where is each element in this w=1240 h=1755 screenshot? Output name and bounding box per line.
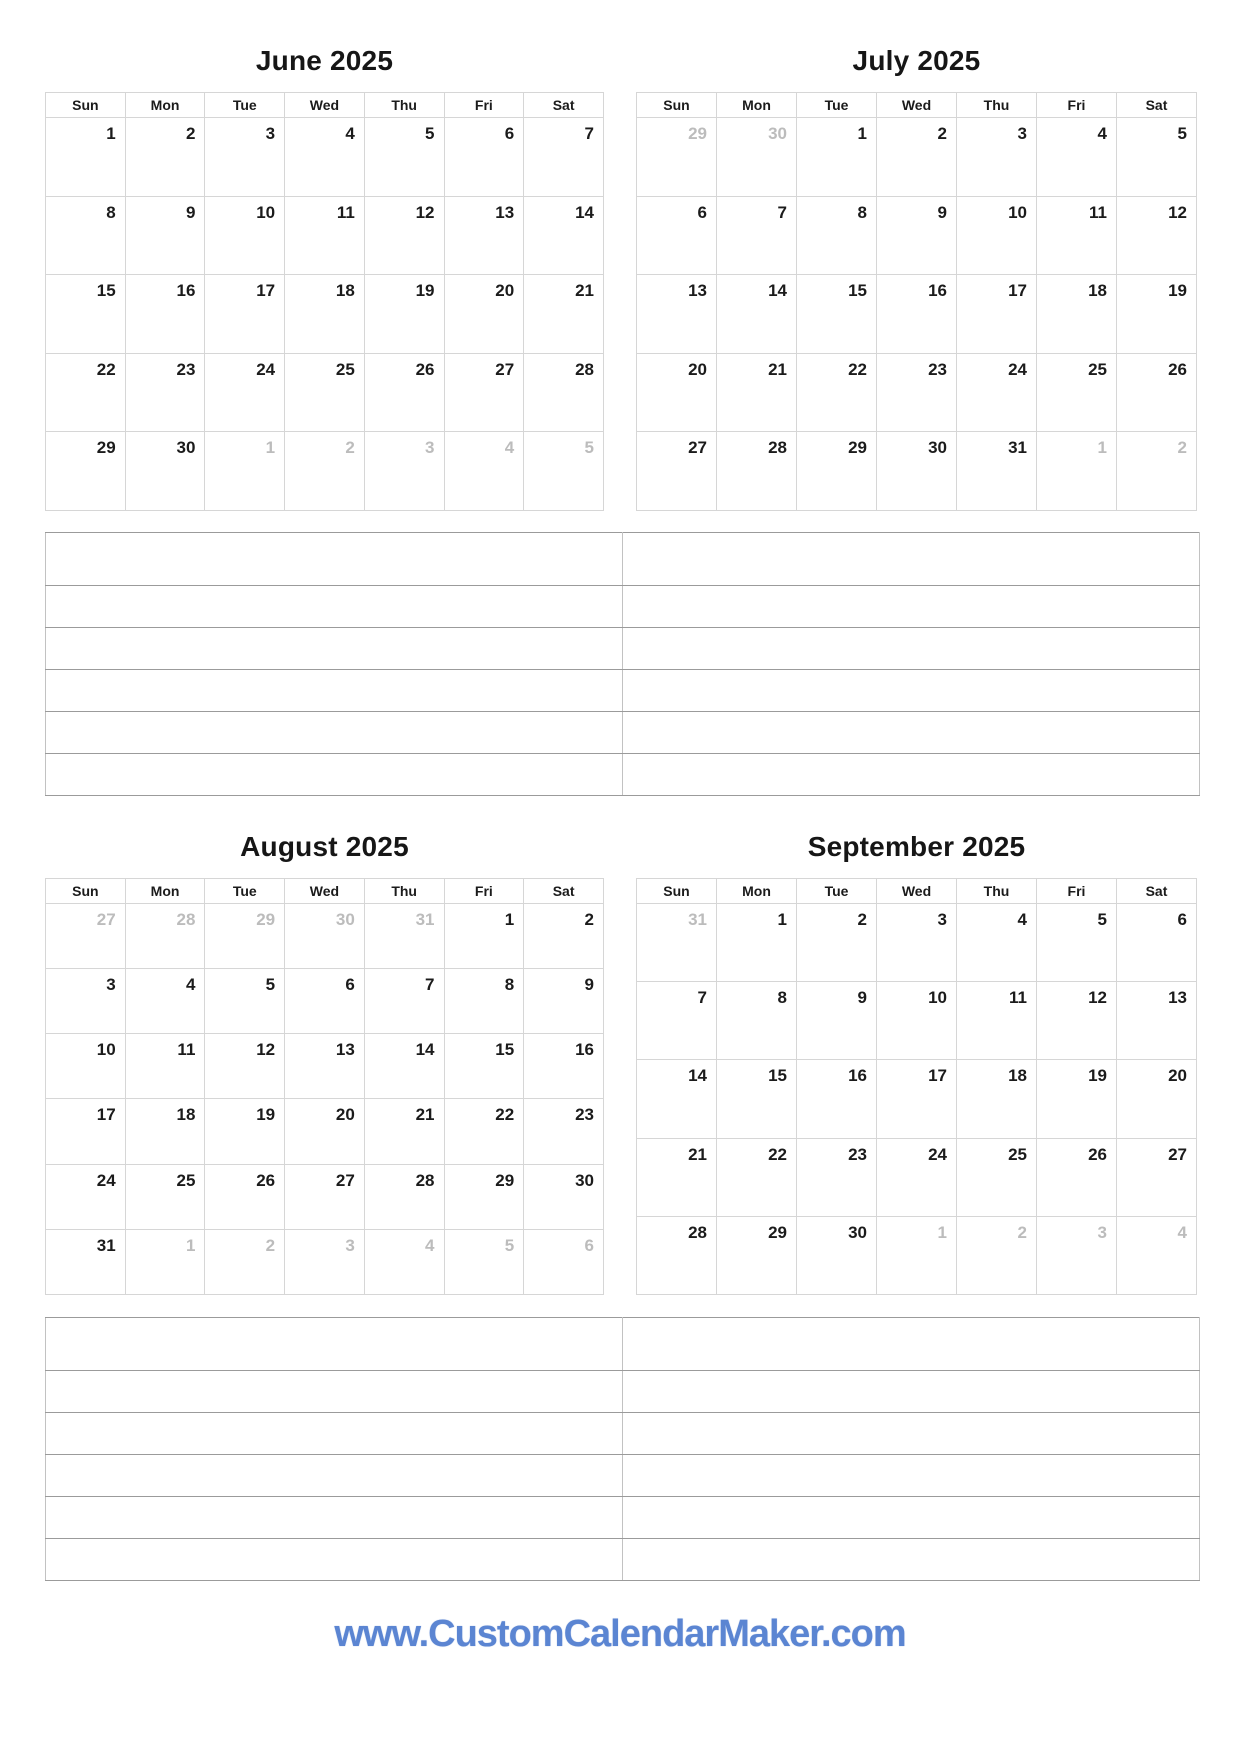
date-cell-adjacent-month: 28 xyxy=(125,904,205,969)
day-header-mon: Mon xyxy=(125,879,205,904)
date-cell: 12 xyxy=(205,1034,285,1099)
date-cell: 4 xyxy=(1037,118,1117,197)
date-cell: 7 xyxy=(524,118,604,197)
date-cell: 8 xyxy=(46,196,126,275)
date-cell: 28 xyxy=(364,1164,444,1229)
date-cell: 7 xyxy=(717,196,797,275)
date-cell: 28 xyxy=(637,1216,717,1294)
date-cell: 11 xyxy=(957,982,1037,1060)
month-title: August 2025 xyxy=(240,831,409,862)
notes-row xyxy=(46,533,1200,586)
week-row xyxy=(46,1164,604,1229)
date-cell: 10 xyxy=(205,196,285,275)
date-cell: 20 xyxy=(1117,1060,1197,1138)
date-cell-adjacent-month: 2 xyxy=(1117,432,1197,511)
notes-row xyxy=(46,1455,1200,1497)
date-cell-adjacent-month: 5 xyxy=(444,1229,524,1294)
date-cell: 25 xyxy=(285,353,365,432)
date-cell-adjacent-month: 30 xyxy=(717,118,797,197)
date-cell: 19 xyxy=(1117,275,1197,354)
date-cell: 29 xyxy=(797,432,877,511)
date-cell: 2 xyxy=(877,118,957,197)
week-row xyxy=(46,275,604,354)
date-cell-adjacent-month: 1 xyxy=(877,1216,957,1294)
date-cell: 5 xyxy=(364,118,444,197)
date-cell: 1 xyxy=(717,904,797,982)
day-header-fri: Fri xyxy=(1037,93,1117,118)
date-cell: 9 xyxy=(797,982,877,1060)
date-cell: 21 xyxy=(717,353,797,432)
date-cell-adjacent-month: 4 xyxy=(364,1229,444,1294)
date-cell: 9 xyxy=(877,196,957,275)
week-row xyxy=(637,353,1197,432)
notes-row xyxy=(46,754,1200,796)
month-title: September 2025 xyxy=(807,831,1026,862)
day-header-wed: Wed xyxy=(877,879,957,904)
week-row xyxy=(637,275,1197,354)
date-cell: 17 xyxy=(205,275,285,354)
date-cell: 3 xyxy=(957,118,1037,197)
day-header-tue: Tue xyxy=(797,93,877,118)
day-header-mon: Mon xyxy=(125,93,205,118)
date-cell-adjacent-month: 1 xyxy=(1037,432,1117,511)
notes-row xyxy=(46,670,1200,712)
day-header-wed: Wed xyxy=(877,93,957,118)
notes-cell xyxy=(46,670,623,712)
day-header-sat: Sat xyxy=(1117,879,1197,904)
day-header-row xyxy=(46,879,604,904)
calendar-august-2025 xyxy=(45,831,604,1295)
date-cell: 4 xyxy=(285,118,365,197)
day-header-thu: Thu xyxy=(364,93,444,118)
date-cell: 28 xyxy=(717,432,797,511)
date-cell: 22 xyxy=(444,1099,524,1164)
date-cell: 24 xyxy=(205,353,285,432)
date-cell-adjacent-month: 27 xyxy=(46,904,126,969)
day-header-thu: Thu xyxy=(957,93,1037,118)
date-cell: 27 xyxy=(637,432,717,511)
date-cell: 2 xyxy=(524,904,604,969)
watermark-url: www.CustomCalendarMaker.com xyxy=(334,1613,906,1655)
notes-cell xyxy=(46,712,623,754)
date-cell: 21 xyxy=(637,1138,717,1216)
date-cell: 4 xyxy=(125,969,205,1034)
date-cell: 16 xyxy=(797,1060,877,1138)
date-cell-adjacent-month: 31 xyxy=(637,904,717,982)
week-row xyxy=(46,432,604,511)
day-header-sun: Sun xyxy=(46,93,126,118)
week-row xyxy=(46,1099,604,1164)
date-cell: 13 xyxy=(444,196,524,275)
notes-section-bottom xyxy=(45,1317,1200,1574)
notes-cell xyxy=(623,1371,1200,1413)
date-cell: 13 xyxy=(285,1034,365,1099)
date-cell-adjacent-month: 3 xyxy=(285,1229,365,1294)
week-row xyxy=(637,118,1197,197)
week-row xyxy=(46,118,604,197)
date-cell: 29 xyxy=(46,432,126,511)
date-cell: 25 xyxy=(1037,353,1117,432)
notes-cell xyxy=(46,754,623,796)
notes-cell xyxy=(46,533,623,586)
date-cell: 14 xyxy=(524,196,604,275)
notes-cell xyxy=(623,712,1200,754)
notes-row xyxy=(46,1413,1200,1455)
date-cell-adjacent-month: 1 xyxy=(205,432,285,511)
date-cell: 27 xyxy=(285,1164,365,1229)
calendar-july-2025 xyxy=(636,45,1197,511)
date-cell: 17 xyxy=(46,1099,126,1164)
date-cell: 6 xyxy=(637,196,717,275)
date-cell: 3 xyxy=(877,904,957,982)
date-cell: 26 xyxy=(1117,353,1197,432)
date-cell: 15 xyxy=(444,1034,524,1099)
date-cell: 14 xyxy=(364,1034,444,1099)
notes-row xyxy=(46,1371,1200,1413)
week-row xyxy=(46,196,604,275)
day-header-thu: Thu xyxy=(364,879,444,904)
notes-cell xyxy=(46,1539,623,1581)
date-cell: 11 xyxy=(1037,196,1117,275)
day-header-row xyxy=(46,93,604,118)
date-cell: 10 xyxy=(877,982,957,1060)
month-title: June 2025 xyxy=(255,45,394,76)
date-cell: 22 xyxy=(797,353,877,432)
date-cell: 19 xyxy=(364,275,444,354)
date-cell: 25 xyxy=(125,1164,205,1229)
notes-cell xyxy=(623,628,1200,670)
day-header-mon: Mon xyxy=(717,879,797,904)
day-header-row xyxy=(637,93,1197,118)
date-cell: 15 xyxy=(46,275,126,354)
month-grid xyxy=(636,92,1197,511)
notes-cell xyxy=(46,1497,623,1539)
date-cell-adjacent-month: 3 xyxy=(364,432,444,511)
date-cell: 22 xyxy=(46,353,126,432)
date-cell-adjacent-month: 31 xyxy=(364,904,444,969)
notes-cell xyxy=(46,1413,623,1455)
month-grid xyxy=(636,878,1197,1295)
notes-row xyxy=(46,1497,1200,1539)
date-cell: 12 xyxy=(1037,982,1117,1060)
date-cell-adjacent-month: 5 xyxy=(524,432,604,511)
date-cell: 13 xyxy=(1117,982,1197,1060)
date-cell-adjacent-month: 30 xyxy=(285,904,365,969)
date-cell: 29 xyxy=(444,1164,524,1229)
date-cell: 30 xyxy=(877,432,957,511)
date-cell: 3 xyxy=(46,969,126,1034)
date-cell: 5 xyxy=(1117,118,1197,197)
notes-cell xyxy=(46,1455,623,1497)
week-row xyxy=(637,432,1197,511)
notes-cell xyxy=(623,1455,1200,1497)
notes-cell xyxy=(46,586,623,628)
date-cell: 6 xyxy=(285,969,365,1034)
date-cell-adjacent-month: 2 xyxy=(285,432,365,511)
day-header-fri: Fri xyxy=(444,879,524,904)
date-cell: 14 xyxy=(637,1060,717,1138)
date-cell: 5 xyxy=(1037,904,1117,982)
day-header-sun: Sun xyxy=(46,879,126,904)
day-header-wed: Wed xyxy=(285,93,365,118)
notes-cell xyxy=(623,1497,1200,1539)
week-row xyxy=(46,904,604,969)
date-cell: 19 xyxy=(1037,1060,1117,1138)
week-row xyxy=(637,1060,1197,1138)
date-cell-adjacent-month: 29 xyxy=(205,904,285,969)
notes-row xyxy=(46,1539,1200,1581)
date-cell: 31 xyxy=(46,1229,126,1294)
month-grid xyxy=(45,878,604,1295)
date-cell-adjacent-month: 2 xyxy=(957,1216,1037,1294)
date-cell: 6 xyxy=(1117,904,1197,982)
date-cell: 8 xyxy=(444,969,524,1034)
date-cell: 31 xyxy=(957,432,1037,511)
calendar-june-2025 xyxy=(45,45,604,511)
month-grid xyxy=(45,92,604,511)
day-header-sat: Sat xyxy=(1117,93,1197,118)
date-cell: 17 xyxy=(957,275,1037,354)
date-cell: 6 xyxy=(444,118,524,197)
week-row xyxy=(46,969,604,1034)
notes-cell xyxy=(623,1539,1200,1581)
week-row xyxy=(637,1138,1197,1216)
date-cell: 15 xyxy=(797,275,877,354)
date-cell-adjacent-month: 6 xyxy=(524,1229,604,1294)
date-cell: 26 xyxy=(364,353,444,432)
date-cell: 28 xyxy=(524,353,604,432)
date-cell: 22 xyxy=(717,1138,797,1216)
notes-row xyxy=(46,586,1200,628)
date-cell: 18 xyxy=(125,1099,205,1164)
day-header-fri: Fri xyxy=(444,93,524,118)
date-cell: 8 xyxy=(797,196,877,275)
date-cell: 10 xyxy=(957,196,1037,275)
date-cell: 23 xyxy=(524,1099,604,1164)
notes-cell xyxy=(623,1318,1200,1371)
month-title: July 2025 xyxy=(852,45,981,76)
notes-cell xyxy=(623,533,1200,586)
date-cell: 27 xyxy=(444,353,524,432)
date-cell: 2 xyxy=(797,904,877,982)
date-cell: 16 xyxy=(877,275,957,354)
notes-cell xyxy=(46,1371,623,1413)
date-cell: 26 xyxy=(1037,1138,1117,1216)
date-cell: 4 xyxy=(957,904,1037,982)
date-cell: 9 xyxy=(125,196,205,275)
day-header-mon: Mon xyxy=(717,93,797,118)
date-cell: 15 xyxy=(717,1060,797,1138)
date-cell: 27 xyxy=(1117,1138,1197,1216)
notes-grid xyxy=(45,1317,1200,1581)
week-row xyxy=(46,353,604,432)
day-header-tue: Tue xyxy=(205,93,285,118)
date-cell: 19 xyxy=(205,1099,285,1164)
notes-grid xyxy=(45,532,1200,796)
date-cell: 24 xyxy=(46,1164,126,1229)
notes-row xyxy=(46,628,1200,670)
date-cell: 26 xyxy=(205,1164,285,1229)
date-cell: 18 xyxy=(1037,275,1117,354)
date-cell: 23 xyxy=(797,1138,877,1216)
date-cell: 1 xyxy=(444,904,524,969)
date-cell: 10 xyxy=(46,1034,126,1099)
day-header-sat: Sat xyxy=(524,93,604,118)
date-cell: 16 xyxy=(125,275,205,354)
date-cell: 30 xyxy=(125,432,205,511)
date-cell: 23 xyxy=(877,353,957,432)
date-cell: 20 xyxy=(444,275,524,354)
date-cell-adjacent-month: 1 xyxy=(125,1229,205,1294)
date-cell: 24 xyxy=(957,353,1037,432)
date-cell: 7 xyxy=(637,982,717,1060)
date-cell: 2 xyxy=(125,118,205,197)
calendar-september-2025 xyxy=(636,831,1197,1295)
date-cell: 18 xyxy=(285,275,365,354)
date-cell: 12 xyxy=(1117,196,1197,275)
date-cell-adjacent-month: 29 xyxy=(637,118,717,197)
date-cell: 30 xyxy=(524,1164,604,1229)
notes-cell xyxy=(623,670,1200,712)
date-cell: 17 xyxy=(877,1060,957,1138)
day-header-thu: Thu xyxy=(957,879,1037,904)
date-cell: 5 xyxy=(205,969,285,1034)
date-cell: 30 xyxy=(797,1216,877,1294)
week-row xyxy=(637,904,1197,982)
day-header-row xyxy=(637,879,1197,904)
date-cell: 7 xyxy=(364,969,444,1034)
day-header-tue: Tue xyxy=(797,879,877,904)
week-row xyxy=(637,1216,1197,1294)
date-cell: 21 xyxy=(364,1099,444,1164)
date-cell: 18 xyxy=(957,1060,1037,1138)
date-cell: 20 xyxy=(285,1099,365,1164)
date-cell-adjacent-month: 2 xyxy=(205,1229,285,1294)
date-cell: 29 xyxy=(717,1216,797,1294)
week-row xyxy=(46,1229,604,1294)
notes-cell xyxy=(623,586,1200,628)
notes-cell xyxy=(623,1413,1200,1455)
notes-section-top xyxy=(45,532,1200,789)
week-row xyxy=(46,1034,604,1099)
date-cell: 9 xyxy=(524,969,604,1034)
date-cell: 23 xyxy=(125,353,205,432)
day-header-sun: Sun xyxy=(637,879,717,904)
day-header-wed: Wed xyxy=(285,879,365,904)
week-row xyxy=(637,982,1197,1060)
date-cell: 11 xyxy=(285,196,365,275)
date-cell: 11 xyxy=(125,1034,205,1099)
date-cell: 24 xyxy=(877,1138,957,1216)
date-cell: 1 xyxy=(797,118,877,197)
notes-row xyxy=(46,1318,1200,1371)
day-header-sat: Sat xyxy=(524,879,604,904)
notes-row xyxy=(46,712,1200,754)
date-cell: 1 xyxy=(46,118,126,197)
day-header-tue: Tue xyxy=(205,879,285,904)
day-header-sun: Sun xyxy=(637,93,717,118)
week-row xyxy=(637,196,1197,275)
notes-cell xyxy=(46,628,623,670)
notes-cell xyxy=(623,754,1200,796)
date-cell-adjacent-month: 3 xyxy=(1037,1216,1117,1294)
date-cell: 12 xyxy=(364,196,444,275)
date-cell-adjacent-month: 4 xyxy=(1117,1216,1197,1294)
notes-cell xyxy=(46,1318,623,1371)
date-cell-adjacent-month: 4 xyxy=(444,432,524,511)
date-cell: 14 xyxy=(717,275,797,354)
date-cell: 13 xyxy=(637,275,717,354)
date-cell: 3 xyxy=(205,118,285,197)
date-cell: 16 xyxy=(524,1034,604,1099)
day-header-fri: Fri xyxy=(1037,879,1117,904)
date-cell: 20 xyxy=(637,353,717,432)
date-cell: 8 xyxy=(717,982,797,1060)
date-cell: 25 xyxy=(957,1138,1037,1216)
date-cell: 21 xyxy=(524,275,604,354)
